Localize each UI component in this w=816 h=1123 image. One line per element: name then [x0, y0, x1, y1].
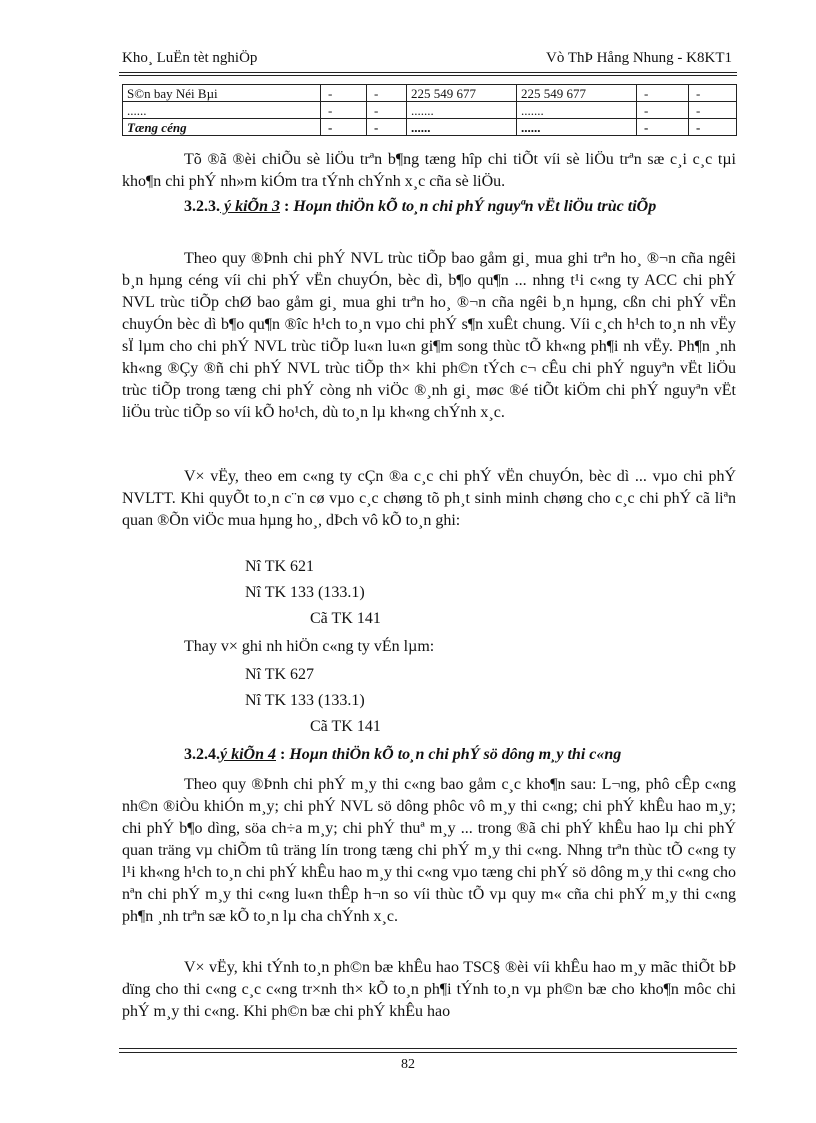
table-cell: 225 549 677 [407, 85, 517, 102]
table-cell: - [637, 85, 689, 102]
section-heading [122, 744, 736, 766]
table-total-row [123, 119, 737, 136]
table-cell: - [637, 119, 689, 136]
paragraph: Tõ ®ã ®èi chiÕu sè liÖu trªn b¶ng tæng hîp chi tiÕt víi sè liÖu trªn sæ c¸i c¸c tµi kho¶n chi phÝ nh»m kiÓm tra tÝnh chÝnh x¸c cña sè liÖu. [122, 151, 736, 190]
table-cell: - [367, 119, 407, 136]
table-cell: - [321, 119, 367, 136]
table-cell: ....... [517, 102, 637, 119]
section-number: 3.2.3. [184, 198, 220, 215]
paragraph: V× vËy, khi tÝnh to¸n ph©n bæ khÊu hao TSC§ ®èi víi khÊu hao m¸y mãc thiÕt bÞ dïng cho thi c«ng c¸c c«ng tr×nh th× kÕ to¸n ph¶i tÝnh to¸n vµ ph©n bæ cho kho¶n môc chi phÝ m¸y thi c«ng. Khi ph©n bæ chi phÝ khÊu hao [122, 959, 736, 1020]
header-rule [119, 72, 737, 73]
journal-entry: Nî TK 133 (133.1) [245, 692, 365, 709]
table-cell: - [689, 119, 737, 136]
summary-table [122, 84, 737, 136]
table-cell: Tæng céng [123, 119, 321, 136]
table-cell: - [689, 102, 737, 119]
paragraph: Thay v× ghi nh hiÖn c«ng ty vÉn lµm: [184, 638, 435, 655]
table-cell: ...... [517, 119, 637, 136]
journal-entry: Cã TK 141 [310, 718, 381, 735]
table-cell: ....... [407, 102, 517, 119]
paragraph: V× vËy, theo em c«ng ty cÇn ®a c¸c chi phÝ vËn chuyÓn, bèc dì ... vµo chi phÝ NVLTT. Khi quyÕt to¸n c¨n cø vµo c¸c chøng tõ ph¸t sinh minh chøng cho c¸c chi phÝ cã liªn quan ®Õn viÖc mua hµng ho¸, dÞch vô kÕ to¸n ghi: [122, 468, 736, 529]
paragraph: Theo quy ®Þnh chi phÝ NVL trùc tiÕp bao gåm gi¸ mua ghi trªn ho¸ ®¬n cña ngêi b¸n hµng céng víi chi phÝ vËn chuyÓn, bèc dì, b¶o qu¶n ... nhng t¹i c«ng ty ACC chi phÝ NVL trùc tiÕp chØ bao gåm gi¸ mua ghi trªn ho¸ ®¬n cña ngêi b¸n hµng, cßn chi phÝ vËn chuyÓn bèc dì b¶o qu¶n ®îc h¹ch to¸n vµo chi phÝ s¶n xuÊt chung. Víi c¸ch h¹ch to¸n nh vËy sÏ lµm cho chi phÝ NVL trùc tiÕp lu«n lu«n gi¶m song thùc tÕ kh«ng ph¶i nh vËy. Ph¶n ¸nh kh«ng ®Çy ®ñ chi phÝ NVL trùc tiÕp th× khi ph©n tÝch c¬ cÊu chi phÝ nguyªn vËt liÖu trùc tiÕp trong tæng chi phÝ còng nh viÖc ®¸nh gi¸ møc ®é tiÕt kiÖm chi phÝ nguyªn vËt liÖu trùc tiÕp so víi kÕ ho¹ch, dù to¸n lµ kh«ng chÝnh x¸c. [122, 250, 736, 421]
section-title: Hoµn thiÖn kÕ to¸n chi phÝ nguyªn vËt liÖu trùc tiÕp [293, 198, 657, 215]
table-cell: - [321, 85, 367, 102]
section-title: Hoµn thiÖn kÕ to¸n chi phÝ sö dông m¸y thi c«ng [289, 746, 622, 763]
journal-entry: Cã TK 141 [310, 610, 381, 627]
header-thesis-label: Kho¸ LuËn tèt nghiÖp [122, 50, 258, 66]
section-number: 3.2.4. [184, 746, 220, 763]
section-label: ý kiÕn 4 [220, 746, 276, 763]
journal-entry: Nî TK 627 [245, 666, 315, 683]
paragraph: Theo quy ®Þnh chi phÝ m¸y thi c«ng bao gåm c¸c kho¶n sau: L¬ng, phô cÊp c«ng nh©n ®iÒu khiÓn m¸y; chi phÝ NVL sö dông phôc vô m¸y thi c«ng; chi phÝ khÊu hao m¸y; chi phÝ b¶o dìng, söa ch÷a m¸y; chi phÝ thuª m¸y ... trong ®ã chi phÝ khÊu hao lµ chi phÝ quan träng vµ chiÕm tû träng lín trong tæng chi phÝ m¸y thi c«ng. Nhng trªn thùc tÕ c«ng ty l¹i kh«ng h¹ch to¸n chi phÝ khÊu hao m¸y thi c«ng vµo tæng chi phÝ sö dông m¸y thi c«ng cho nªn chi phÝ m¸y thi c«ng lu«n thÊp h¬n so víi thùc tÕ vµ quy m« cña chi phÝ m¸y thi c«ng ph¶n ¸nh trªn sæ kÕ to¸n lµ cha chÝnh x¸c. [122, 776, 736, 925]
table-cell: 225 549 677 [517, 85, 637, 102]
section-separator: : [280, 198, 294, 215]
table-row [123, 102, 737, 119]
table-cell: ...... [407, 119, 517, 136]
table-cell: - [367, 102, 407, 119]
page-number: 82 [401, 1057, 415, 1072]
table-row [123, 85, 737, 102]
section-label: ý kiÕn 3 [220, 198, 280, 215]
journal-entry: Nî TK 621 [245, 558, 315, 575]
table-cell: - [689, 85, 737, 102]
table-cell: ...... [123, 102, 321, 119]
table-cell: - [321, 102, 367, 119]
table-cell: S©n bay Néi Bµi [123, 85, 321, 102]
section-separator: : [276, 746, 290, 763]
section-heading [122, 196, 736, 218]
footer-rule [119, 1048, 737, 1049]
journal-entry: Nî TK 133 (133.1) [245, 584, 365, 601]
table-cell: - [637, 102, 689, 119]
header-rule [119, 75, 737, 76]
footer-rule [119, 1052, 737, 1053]
header-author: Vò ThÞ Hång Nhung - K8KT1 [546, 50, 732, 66]
table-cell: - [367, 85, 407, 102]
